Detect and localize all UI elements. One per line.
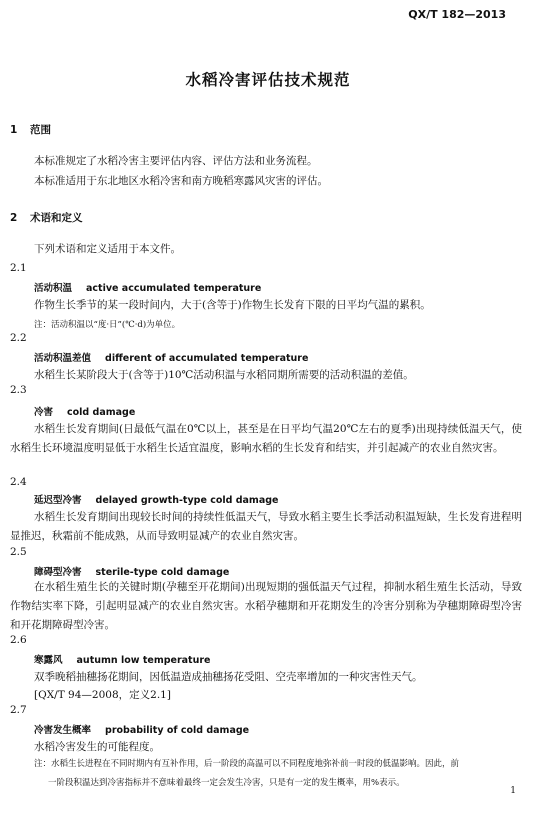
term-cn: 冷害 [34,407,54,418]
definition: 在水稻生殖生长的关键时期(孕穗至开花期间)出现短期的强低温天气过程，抑制水稻生殖生长活动，导致作物结实率下降，引起明显减产的农业自然灾害。水稻孕穗期和开花期发生的冷害分别称为孕穗期障碍型冷害和开花期障碍型冷害。 [10,581,522,631]
term-en: cold damage [67,407,136,418]
section-2-heading [10,210,83,225]
section-title: 术语和定义 [30,212,83,224]
section-number: 1 [10,124,18,136]
term-en: different of accumulated temperature [105,353,309,364]
note: 注：水稻生长进程在不同时期内有互补作用，后一阶段的高温可以不同程度地弥补前一时段的低温影响。因此，前 [34,759,460,769]
clause-number: 2.6 [10,634,27,646]
definition: 作物生长季节的某一段时间内，大于(含等于)作物生长发育下限的日平均气温的累积。 [34,299,431,311]
term-heading [34,652,211,666]
paragraph: 下列术语和定义适用于本文件。 [34,243,181,255]
term-heading [34,280,261,294]
term-cn: 延迟型冷害 [34,495,82,506]
page-number: 1 [510,786,516,796]
term-heading [34,564,229,578]
term-cn: 寒露风 [34,655,63,666]
clause-number: 2.1 [10,262,27,274]
clause-number: 2.5 [10,546,27,558]
paragraph: 本标准适用于东北地区水稻冷害和南方晚稻寒露风灾害的评估。 [34,175,328,187]
term-heading [34,492,278,506]
standard-number: QX/T 182—2013 [408,8,506,21]
section-1-heading [10,122,51,137]
term-heading [34,722,249,736]
term-cn: 冷害发生概率 [34,725,92,736]
clause-number: 2.7 [10,704,27,716]
term-cn: 活动积温 [34,283,73,294]
section-title: 范围 [30,124,51,136]
clause-number: 2.2 [10,332,27,344]
term-heading [34,404,135,418]
term-en: delayed growth-type cold damage [95,495,279,506]
reference: [QX/T 94—2008，定义2.1] [34,689,171,701]
definition: 水稻生长某阶段大于(含等于)10℃活动积温与水稻同期所需要的活动积温的差值。 [34,369,414,381]
note-continuation: 一阶段积温达到冷害指标并不意味着最终一定会发生冷害，只是有一定的发生概率，用%表示。 [48,778,405,788]
clause-number: 2.4 [10,476,27,488]
term-heading [34,350,308,364]
definition: 水稻生长发育期间出现较长时间的持续性低温天气，导致水稻主要生长季活动积温短缺，生长发育进程明显推迟，秋霜前不能成熟，从而导致明显减产的农业自然灾害。 [10,511,522,542]
term-en: autumn low temperature [76,655,211,666]
definition: 水稻生长发育期间(日最低气温在0℃以上，甚至是在日平均气温20℃左右的夏季)出现持续低温天气，使水稻生长环境温度明显低于水稻生长适宜温度，影响水稻的生长发育和结实，并引起减产的农业自然灾害。 [10,423,522,454]
section-number: 2 [10,212,18,224]
paragraph: 本标准规定了水稻冷害主要评估内容、评估方法和业务流程。 [34,155,318,167]
document-title: 水稻冷害评估技术规范 [185,71,351,89]
definition: 双季晚稻抽穗扬花期间，因低温造成抽穗扬花受阻、空壳率增加的一种灾害性天气。 [34,671,423,683]
term-cn: 活动积温差值 [34,353,92,364]
term-en: active accumulated temperature [86,283,262,294]
term-en: sterile-type cold damage [95,567,230,578]
term-cn: 障碍型冷害 [34,567,82,578]
term-en: probability of cold damage [105,725,250,736]
clause-number: 2.3 [10,384,27,396]
note: 注：活动积温以“度·日”(℃·d)为单位。 [34,320,181,330]
definition: 水稻冷害发生的可能程度。 [34,741,160,753]
